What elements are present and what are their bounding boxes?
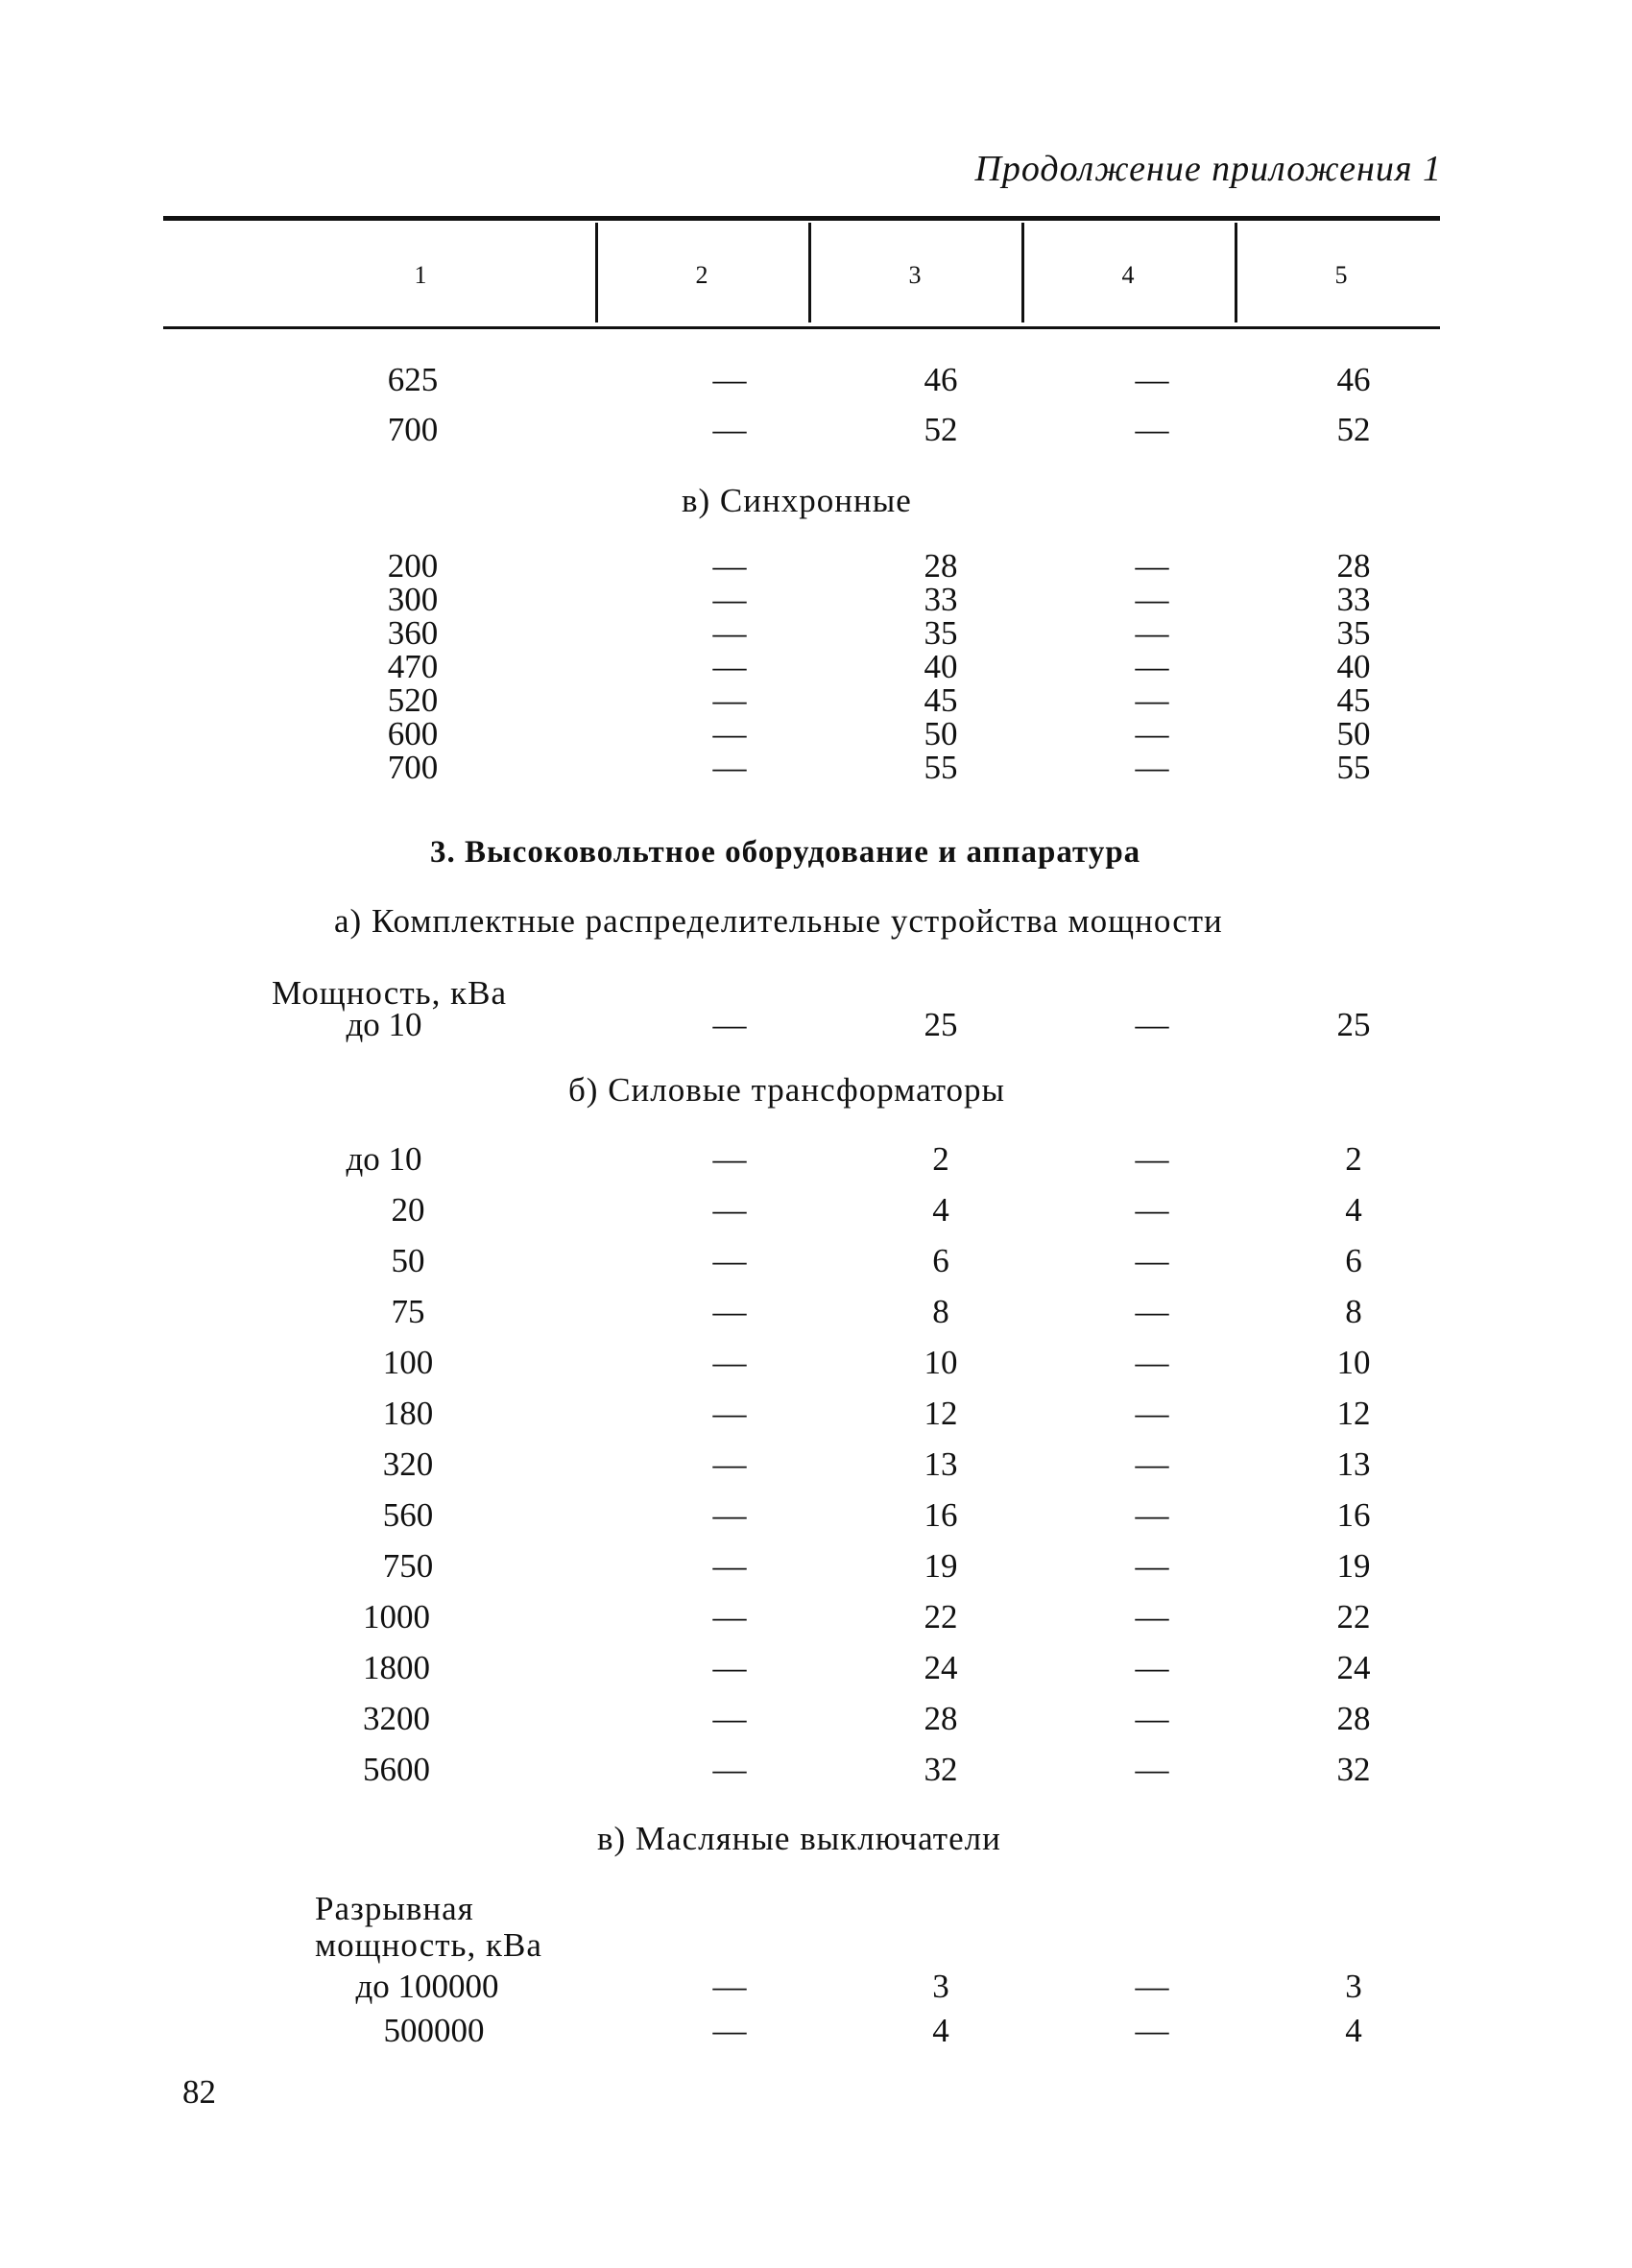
table-row: [0, 583, 1632, 616]
cell-col5: 4: [1345, 1191, 1362, 1229]
cell-col2: —: [712, 1445, 747, 1483]
cell-col5: 16: [1336, 1496, 1371, 1534]
cell-power: 5600: [363, 1751, 430, 1788]
cell-col4: —: [1135, 2012, 1169, 2049]
table-header-bottom-rule: [163, 326, 1440, 329]
cell-col5: 28: [1336, 1700, 1371, 1737]
cell-col2: —: [712, 411, 747, 448]
cell-col2: —: [712, 1242, 747, 1279]
cell-col4: —: [1135, 1598, 1169, 1635]
cell-col4: —: [1135, 1006, 1169, 1043]
cell-col4: —: [1135, 681, 1169, 719]
cell-power: 600: [387, 715, 439, 752]
column-header-2: 2: [695, 261, 708, 289]
cell-col2: —: [712, 749, 747, 786]
table-row: [0, 361, 1632, 411]
cell-col4: —: [1135, 1242, 1169, 1279]
subsection-title-oil-breakers: в) Масляные выключатели: [597, 1820, 1001, 1857]
table-group-top: [0, 361, 1632, 461]
table-row: [0, 1344, 1632, 1395]
table-row: [0, 1547, 1632, 1598]
cell-col4: —: [1135, 547, 1169, 585]
cell-col2: —: [712, 681, 747, 719]
cell-col3: 32: [924, 1751, 958, 1788]
cell-col2: —: [712, 2012, 747, 2049]
cell-col3: 45: [924, 681, 958, 719]
cell-col4: —: [1135, 1395, 1169, 1432]
cell-col4: —: [1135, 361, 1169, 398]
cell-col2: —: [712, 1293, 747, 1330]
table-row: [0, 717, 1632, 751]
cell-power: до 100000: [355, 1968, 499, 2005]
cell-power: до 10: [346, 1006, 422, 1043]
cell-col3: 22: [924, 1598, 958, 1635]
table-row: [0, 1242, 1632, 1293]
cell-col2: —: [712, 1140, 747, 1178]
table-top-rule: [163, 216, 1440, 221]
cell-power: 360: [387, 614, 439, 652]
cell-power: 100: [382, 1344, 434, 1381]
cell-power: 700: [387, 749, 439, 786]
cell-col2: —: [712, 1496, 747, 1534]
cell-power: 75: [391, 1293, 425, 1330]
cell-col4: —: [1135, 1649, 1169, 1686]
table-row: [0, 1445, 1632, 1496]
cell-col2: —: [712, 1751, 747, 1788]
cell-col5: 32: [1336, 1751, 1371, 1788]
cell-col5: 45: [1336, 681, 1371, 719]
column-header-4: 4: [1121, 261, 1135, 289]
table-row: [0, 1140, 1632, 1191]
subsection-title-transformers: б) Силовые трансформаторы: [568, 1071, 1006, 1109]
table-row: [0, 1395, 1632, 1445]
cell-col2: —: [712, 1598, 747, 1635]
cell-power: 200: [387, 547, 439, 585]
cell-power: 20: [391, 1191, 425, 1229]
column-divider: [808, 223, 811, 322]
subsection-title-sync: в) Синхронные: [682, 482, 912, 519]
cell-power: 750: [382, 1547, 434, 1585]
cell-col3: 4: [932, 2012, 949, 2049]
cell-col3: 12: [924, 1395, 958, 1432]
cell-power: 180: [382, 1395, 434, 1432]
cell-power: 3200: [363, 1700, 430, 1737]
cell-col4: —: [1135, 1547, 1169, 1585]
cell-col4: —: [1135, 715, 1169, 752]
column-header-5: 5: [1334, 261, 1348, 289]
cell-col3: 3: [932, 1968, 949, 2005]
column-divider: [595, 223, 598, 322]
cell-col5: 28: [1336, 547, 1371, 585]
cell-col2: —: [712, 1649, 747, 1686]
cell-col5: 24: [1336, 1649, 1371, 1686]
cell-power: 700: [387, 411, 439, 448]
table-row: [0, 1293, 1632, 1344]
cell-col3: 19: [924, 1547, 958, 1585]
cell-col4: —: [1135, 648, 1169, 685]
cell-col3: 8: [932, 1293, 949, 1330]
cell-col5: 12: [1336, 1395, 1371, 1432]
column-header-3: 3: [908, 261, 922, 289]
cell-col5: 10: [1336, 1344, 1371, 1381]
cell-col5: 8: [1345, 1293, 1362, 1330]
cell-col5: 3: [1345, 1968, 1362, 2005]
cell-col5: 50: [1336, 715, 1371, 752]
cell-col2: —: [712, 648, 747, 685]
cell-power: 560: [382, 1496, 434, 1534]
cell-col5: 55: [1336, 749, 1371, 786]
cell-col3: 16: [924, 1496, 958, 1534]
cell-col3: 6: [932, 1242, 949, 1279]
subsection-title-switchgear: а) Комплектные распределительные устройства мощности: [334, 902, 1223, 940]
cell-col3: 46: [924, 361, 958, 398]
cell-col4: —: [1135, 411, 1169, 448]
cell-col4: —: [1135, 1496, 1169, 1534]
breaking-capacity-label-line2: мощность, кВа: [315, 1926, 542, 1964]
cell-col5: 40: [1336, 648, 1371, 685]
cell-col5: 4: [1345, 2012, 1362, 2049]
cell-col2: —: [712, 1006, 747, 1043]
cell-col4: —: [1135, 1445, 1169, 1483]
cell-power: 500000: [383, 2012, 485, 2049]
cell-col4: —: [1135, 749, 1169, 786]
cell-col5: 25: [1336, 1006, 1371, 1043]
cell-col4: —: [1135, 614, 1169, 652]
cell-power: 50: [391, 1242, 425, 1279]
column-divider: [1021, 223, 1024, 322]
cell-col2: —: [712, 1395, 747, 1432]
table-row: [0, 616, 1632, 650]
cell-col5: 52: [1336, 411, 1371, 448]
cell-col5: 46: [1336, 361, 1371, 398]
section-title: 3. Высоковольтное оборудование и аппаратура: [430, 835, 1141, 870]
cell-col3: 24: [924, 1649, 958, 1686]
table-row: [0, 1191, 1632, 1242]
cell-power: 320: [382, 1445, 434, 1483]
cell-col5: 33: [1336, 581, 1371, 618]
cell-col3: 10: [924, 1344, 958, 1381]
cell-col2: —: [712, 1191, 747, 1229]
cell-col4: —: [1135, 1344, 1169, 1381]
cell-col4: —: [1135, 1700, 1169, 1737]
continuation-note: Продолжение приложения 1: [974, 149, 1442, 189]
table-row: [0, 411, 1632, 461]
cell-power: до 10: [346, 1140, 422, 1178]
cell-col2: —: [712, 1700, 747, 1737]
cell-col3: 28: [924, 1700, 958, 1737]
cell-power: 1000: [363, 1598, 430, 1635]
cell-col3: 52: [924, 411, 958, 448]
power-label: Мощность, кВа: [272, 974, 507, 1012]
cell-col3: 13: [924, 1445, 958, 1483]
cell-col2: —: [712, 1344, 747, 1381]
cell-col2: —: [712, 1968, 747, 2005]
table-row: [0, 2012, 1632, 2056]
cell-col5: 35: [1336, 614, 1371, 652]
cell-col5: 13: [1336, 1445, 1371, 1483]
cell-power: 470: [387, 648, 439, 685]
cell-col4: —: [1135, 1293, 1169, 1330]
table-row: [0, 1700, 1632, 1751]
cell-col2: —: [712, 614, 747, 652]
cell-col3: 25: [924, 1006, 958, 1043]
table-group-transformers: [0, 1140, 1632, 1802]
cell-col3: 50: [924, 715, 958, 752]
cell-col3: 55: [924, 749, 958, 786]
cell-col4: —: [1135, 581, 1169, 618]
cell-col2: —: [712, 581, 747, 618]
cell-col4: —: [1135, 1140, 1169, 1178]
table-group-switchgear: [0, 1006, 1632, 1044]
table-group-oil-breakers: [0, 1968, 1632, 2056]
table-group-sync: [0, 549, 1632, 784]
cell-col2: —: [712, 361, 747, 398]
cell-power: 520: [387, 681, 439, 719]
page-number: 82: [182, 2073, 216, 2111]
cell-power: 625: [387, 361, 439, 398]
table-row: [0, 1598, 1632, 1649]
cell-col3: 33: [924, 581, 958, 618]
table-row: [0, 751, 1632, 784]
breaking-capacity-label-line1: Разрывная: [315, 1890, 474, 1927]
cell-col3: 2: [932, 1140, 949, 1178]
cell-col3: 4: [932, 1191, 949, 1229]
cell-col5: 22: [1336, 1598, 1371, 1635]
cell-col4: —: [1135, 1968, 1169, 2005]
table-row: [0, 1496, 1632, 1547]
table-row: [0, 650, 1632, 683]
cell-col4: —: [1135, 1191, 1169, 1229]
cell-power: 300: [387, 581, 439, 618]
cell-col2: —: [712, 715, 747, 752]
cell-col4: —: [1135, 1751, 1169, 1788]
cell-col5: 19: [1336, 1547, 1371, 1585]
table-row: [0, 683, 1632, 717]
cell-col2: —: [712, 1547, 747, 1585]
column-header-1: 1: [414, 261, 427, 289]
cell-col5: 6: [1345, 1242, 1362, 1279]
cell-power: 1800: [363, 1649, 430, 1686]
table-row: [0, 1006, 1632, 1044]
table-row: [0, 1751, 1632, 1802]
column-divider: [1235, 223, 1237, 322]
table-row: [0, 1968, 1632, 2012]
cell-col3: 35: [924, 614, 958, 652]
table-row: [0, 549, 1632, 583]
table-row: [0, 1649, 1632, 1700]
cell-col3: 40: [924, 648, 958, 685]
cell-col5: 2: [1345, 1140, 1362, 1178]
cell-col2: —: [712, 547, 747, 585]
cell-col3: 28: [924, 547, 958, 585]
